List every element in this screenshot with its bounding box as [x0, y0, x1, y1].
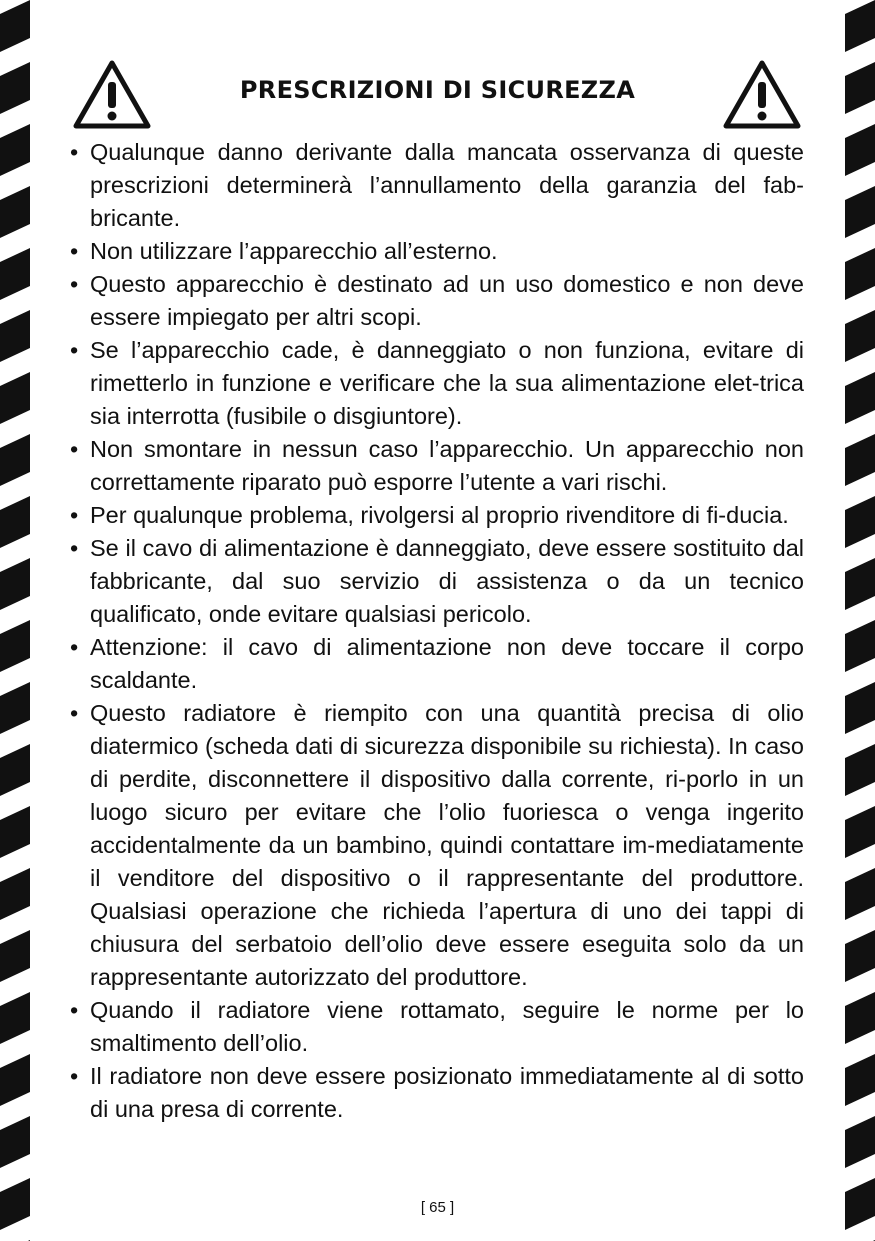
- list-item: • Per qualunque problema, rivolgersi al proprio rivenditore di fi-ducia.: [66, 499, 804, 532]
- page-number: [ 65 ]: [420, 1199, 455, 1216]
- list-item: • Questo apparecchio è destinato ad un uso domestico e non deve essere impiegato per altri scopi.: [66, 268, 804, 334]
- list-item: • Non smontare in nessun caso l’apparecchio. Un apparecchio non correttamente riparato può esporre l’utente a vari rischi.: [66, 433, 804, 499]
- safety-rules-list: [66, 136, 804, 1126]
- list-item: • Se l’apparecchio cade, è danneggiato o non funziona, evitare di rimetterlo in funzione e verificare che la sua alimentazione elet-trica sia interrotta (fusibile o disgiuntore).: [66, 334, 804, 433]
- list-item: • Questo radiatore è riempito con una quantità precisa di olio diatermico (scheda dati di sicurezza disponibile su richiesta). In caso di perdite, disconnettere il dispositivo dalla corrente, ri-porlo in un luogo sicuro per evitare che l’olio fuoriesca o venga ingerito accidentalmente da un bambino, quindi contattare im-mediatamente il venditore del dispositivo o il rappresentante del produttore. Qualsiasi operazione che richieda l’apertura di uno dei tappi di chiusura del serbatoio dell’olio deve essere eseguita solo da un rappresentante autorizzato del produttore.: [66, 697, 804, 994]
- list-item: • Attenzione: il cavo di alimentazione non deve toccare il corpo scaldante.: [66, 631, 804, 697]
- list-item: • Se il cavo di alimentazione è danneggiato, deve essere sostituito dal fabbricante, dal suo servizio di assistenza o da un tecnico qualificato, onde evitare qualsiasi pericolo.: [66, 532, 804, 631]
- list-item: • Quando il radiatore viene rottamato, seguire le norme per lo smaltimento dell’olio.: [66, 994, 804, 1060]
- list-item: • Non utilizzare l’apparecchio all’esterno.: [66, 235, 804, 268]
- right-hazard-stripe-border: [837, 0, 875, 1241]
- page-title: PRESCRIZIONI DI SICUREZZA: [239, 76, 636, 104]
- list-item: • Il radiatore non deve essere posizionato immediatamente al di sotto di una presa di corrente.: [66, 1060, 804, 1126]
- warning-triangle-icon: [722, 58, 802, 130]
- list-item: • Qualunque danno derivante dalla mancata osservanza di queste prescrizioni determinerà l’annullamento della garanzia del fab-bricante.: [66, 136, 804, 235]
- left-hazard-stripe-border: [0, 0, 38, 1241]
